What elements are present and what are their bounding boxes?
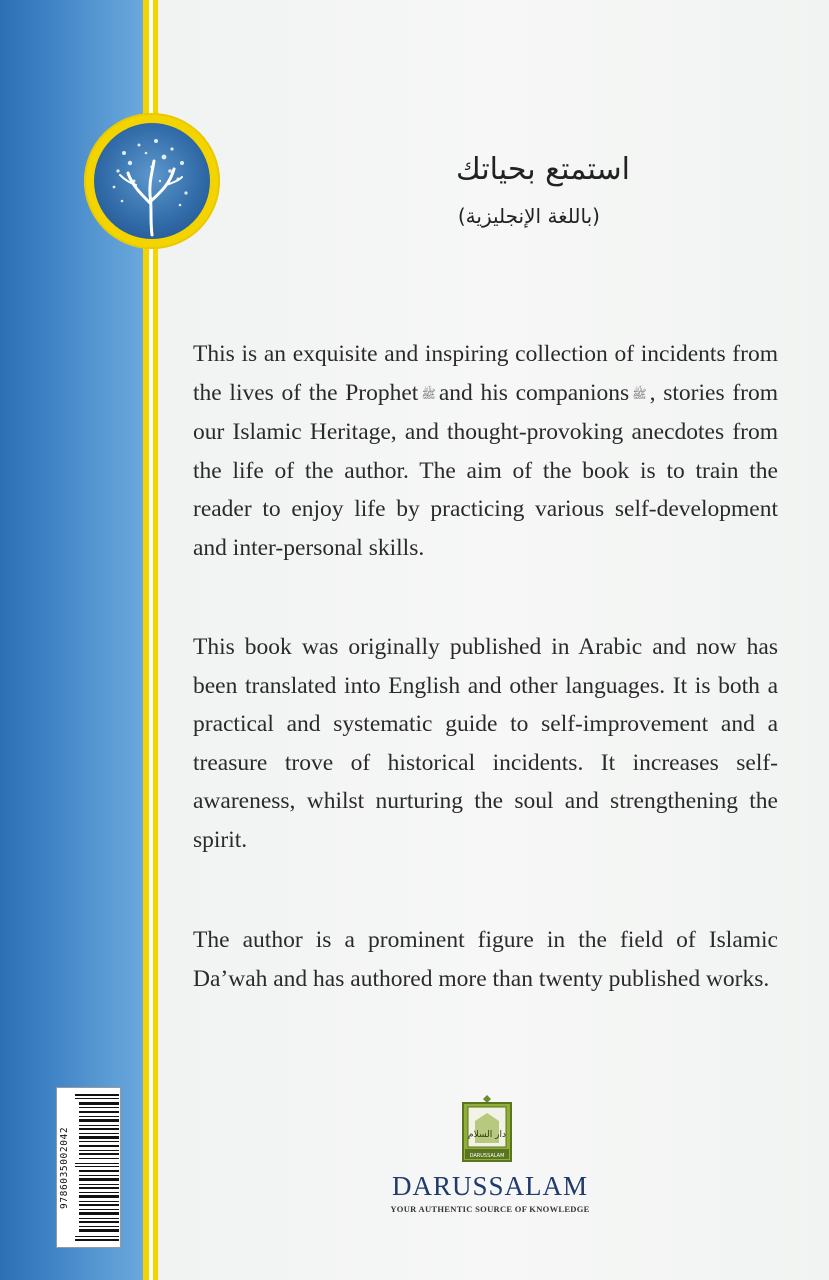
tree-icon — [94, 123, 210, 239]
logo-latin-text: DARUSSALAM — [469, 1153, 505, 1159]
arabic-subtitle: (باللغة الإنجليزية) — [457, 204, 600, 228]
arabic-title: استمتع بحياتك — [456, 152, 630, 187]
paragraph-1-part-a: This is an exquisite and inspiring collection of incidents from the lives of the Prophet — [193, 341, 778, 406]
isbn-digits: 9786035002042 — [59, 1126, 70, 1209]
logo-arabic-text: دار السلام — [468, 1130, 506, 1140]
isbn-barcode — [56, 1087, 121, 1248]
tree-medallion — [84, 113, 220, 249]
darussalam-logo — [459, 1093, 515, 1163]
honorific-prophet-icon: ﷺ — [421, 386, 436, 401]
publisher-name: DARUSSALAM — [391, 1171, 589, 1201]
honorific-companions-icon: ﷺ — [632, 386, 647, 401]
publisher-tagline: YOUR AUTHENTIC SOURCE OF KNOWLEDGE — [390, 1204, 590, 1214]
description-paragraph-2: This book was originally published in Arabic and now has been translated into English and other languages. It is both a practical and systematic guide to self-improvement and a treasure trove of historical incidents. It increases self-awareness, whilst nurturing the soul and strengthening the spirit. — [193, 634, 778, 853]
paragraph-1-part-b: and his companions — [438, 379, 630, 406]
description-paragraph-1 — [193, 335, 778, 567]
description-paragraph-3: The author is a prominent figure in the field of Islamic Da’wah and has authored more than twenty published works. — [193, 927, 778, 992]
paragraph-1-part-c: , stories from our Islamic Heritage, and thought-provoking anecdotes from the life of the author. The aim of the book is to train the reader to enjoy life by practicing various self-development and inter-personal skills. — [193, 379, 778, 561]
